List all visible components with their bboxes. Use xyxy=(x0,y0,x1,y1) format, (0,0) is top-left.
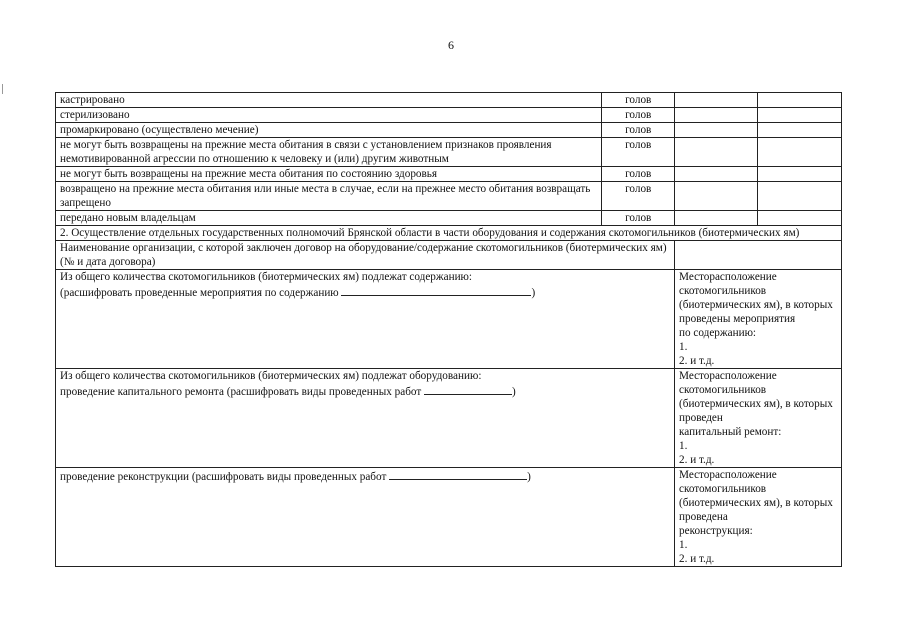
reconstruction-right-line: 1. xyxy=(679,539,688,551)
section-heading-row xyxy=(56,226,842,241)
maintenance-right-line: 2. и т.д. xyxy=(679,355,715,367)
value-cell[interactable] xyxy=(675,123,758,138)
table-row xyxy=(56,211,842,226)
table-row xyxy=(56,108,842,123)
row-label: промаркировано (осуществлено мечение) xyxy=(56,123,602,138)
equipment-right-line: 1. xyxy=(679,440,688,452)
equipment-right-line: (биотермических ям), в которых проведен xyxy=(679,398,833,424)
maintenance-line1: Из общего количества скотомогильников (биотермических ям) подлежат содержанию: xyxy=(60,271,473,283)
table-row xyxy=(56,138,842,167)
maintenance-right-line: проведены мероприятия xyxy=(679,313,796,325)
row-unit: голов xyxy=(602,93,675,108)
equipment-right-line: 2. и т.д. xyxy=(679,454,715,466)
value-cell[interactable] xyxy=(675,93,758,108)
maintenance-close: ) xyxy=(531,287,536,299)
org-value-cell[interactable] xyxy=(675,241,842,270)
table-row xyxy=(56,93,842,108)
row-unit: голов xyxy=(602,167,675,182)
value-cell[interactable] xyxy=(757,123,841,138)
value-cell[interactable] xyxy=(675,167,758,182)
reconstruction-line1-text: проведение реконструкции (расшифровать виды проведенных работ xyxy=(60,471,387,483)
row-label: стерилизовано xyxy=(56,108,602,123)
equipment-right-line: Месторасположение скотомогильников xyxy=(679,370,777,396)
reconstruction-line1 xyxy=(60,468,670,484)
maintenance-fill-line[interactable] xyxy=(341,284,531,296)
equipment-right xyxy=(675,369,842,468)
report-table xyxy=(55,92,842,567)
maintenance-right-line: Месторасположение скотомогильников xyxy=(679,271,777,297)
value-cell[interactable] xyxy=(675,108,758,123)
value-cell[interactable] xyxy=(757,93,841,108)
row-unit: голов xyxy=(602,123,675,138)
equipment-line1: Из общего количества скотомогильников (биотермических ям) подлежат оборудованию: xyxy=(60,370,482,382)
equipment-right-line: капитальный ремонт: xyxy=(679,426,782,438)
reconstruction-right-line: Месторасположение скотомогильников xyxy=(679,469,777,495)
table-row xyxy=(56,182,842,211)
maintenance-line2 xyxy=(60,284,670,300)
reconstruction-right xyxy=(675,468,842,567)
equipment-left xyxy=(56,369,675,468)
equipment-fill-line[interactable] xyxy=(424,383,512,395)
table-row xyxy=(56,167,842,182)
value-cell[interactable] xyxy=(757,108,841,123)
equipment-row xyxy=(56,369,842,468)
row-label: кастрировано xyxy=(56,93,602,108)
row-unit: голов xyxy=(602,211,675,226)
reconstruction-row xyxy=(56,468,842,567)
row-unit: голов xyxy=(602,182,675,211)
value-cell[interactable] xyxy=(675,211,758,226)
reconstruction-close: ) xyxy=(527,471,531,483)
reconstruction-right-line: (биотермических ям), в которых проведена xyxy=(679,497,833,523)
reconstruction-right-line: реконструкция: xyxy=(679,525,753,537)
scan-edge-mark xyxy=(2,84,6,94)
value-cell[interactable] xyxy=(757,138,841,167)
table-row xyxy=(56,241,842,270)
reconstruction-left xyxy=(56,468,675,567)
value-cell[interactable] xyxy=(675,182,758,211)
maintenance-line2-text: (расшифровать проведенные мероприятия по содержанию xyxy=(60,287,339,299)
maintenance-right-line: 1. xyxy=(679,341,688,353)
equipment-line2-text: проведение капитального ремонта (расшифровать виды проведенных работ xyxy=(60,386,422,398)
org-label: Наименование организации, с которой заключен договор на оборудование/содержание скотомогильников (биотермических ям) (№ и дата договора) xyxy=(56,241,675,270)
row-label: возвращено на прежние места обитания или иные места в случае, если на прежнее место обитания возвращать запрещено xyxy=(56,182,602,211)
row-unit: голов xyxy=(602,138,675,167)
value-cell[interactable] xyxy=(757,167,841,182)
row-label: передано новым владельцам xyxy=(56,211,602,226)
equipment-close: ) xyxy=(512,386,516,398)
maintenance-right xyxy=(675,270,842,369)
maintenance-row xyxy=(56,270,842,369)
value-cell[interactable] xyxy=(757,211,841,226)
maintenance-right-line: по содержанию: xyxy=(679,327,757,339)
maintenance-left xyxy=(56,270,675,369)
table-row xyxy=(56,123,842,138)
value-cell[interactable] xyxy=(757,182,841,211)
row-label: не могут быть возвращены на прежние места обитания в связи с установлением признаков проявления немотивированной агрессии по отношению к человеку и (или) другим животным xyxy=(56,138,602,167)
row-unit: голов xyxy=(602,108,675,123)
reconstruction-fill-line[interactable] xyxy=(389,468,527,480)
value-cell[interactable] xyxy=(675,138,758,167)
section-title: 2. Осуществление отдельных государственных полномочий Брянской области в части оборудования и содержания скотомогильников (биотермических ям) xyxy=(56,226,842,241)
reconstruction-right-line: 2. и т.д. xyxy=(679,553,715,565)
maintenance-right-line: (биотермических ям), в которых xyxy=(679,299,833,311)
row-label: не могут быть возвращены на прежние места обитания по состоянию здоровья xyxy=(56,167,602,182)
equipment-line2 xyxy=(60,383,670,399)
page-number: 6 xyxy=(448,38,454,52)
